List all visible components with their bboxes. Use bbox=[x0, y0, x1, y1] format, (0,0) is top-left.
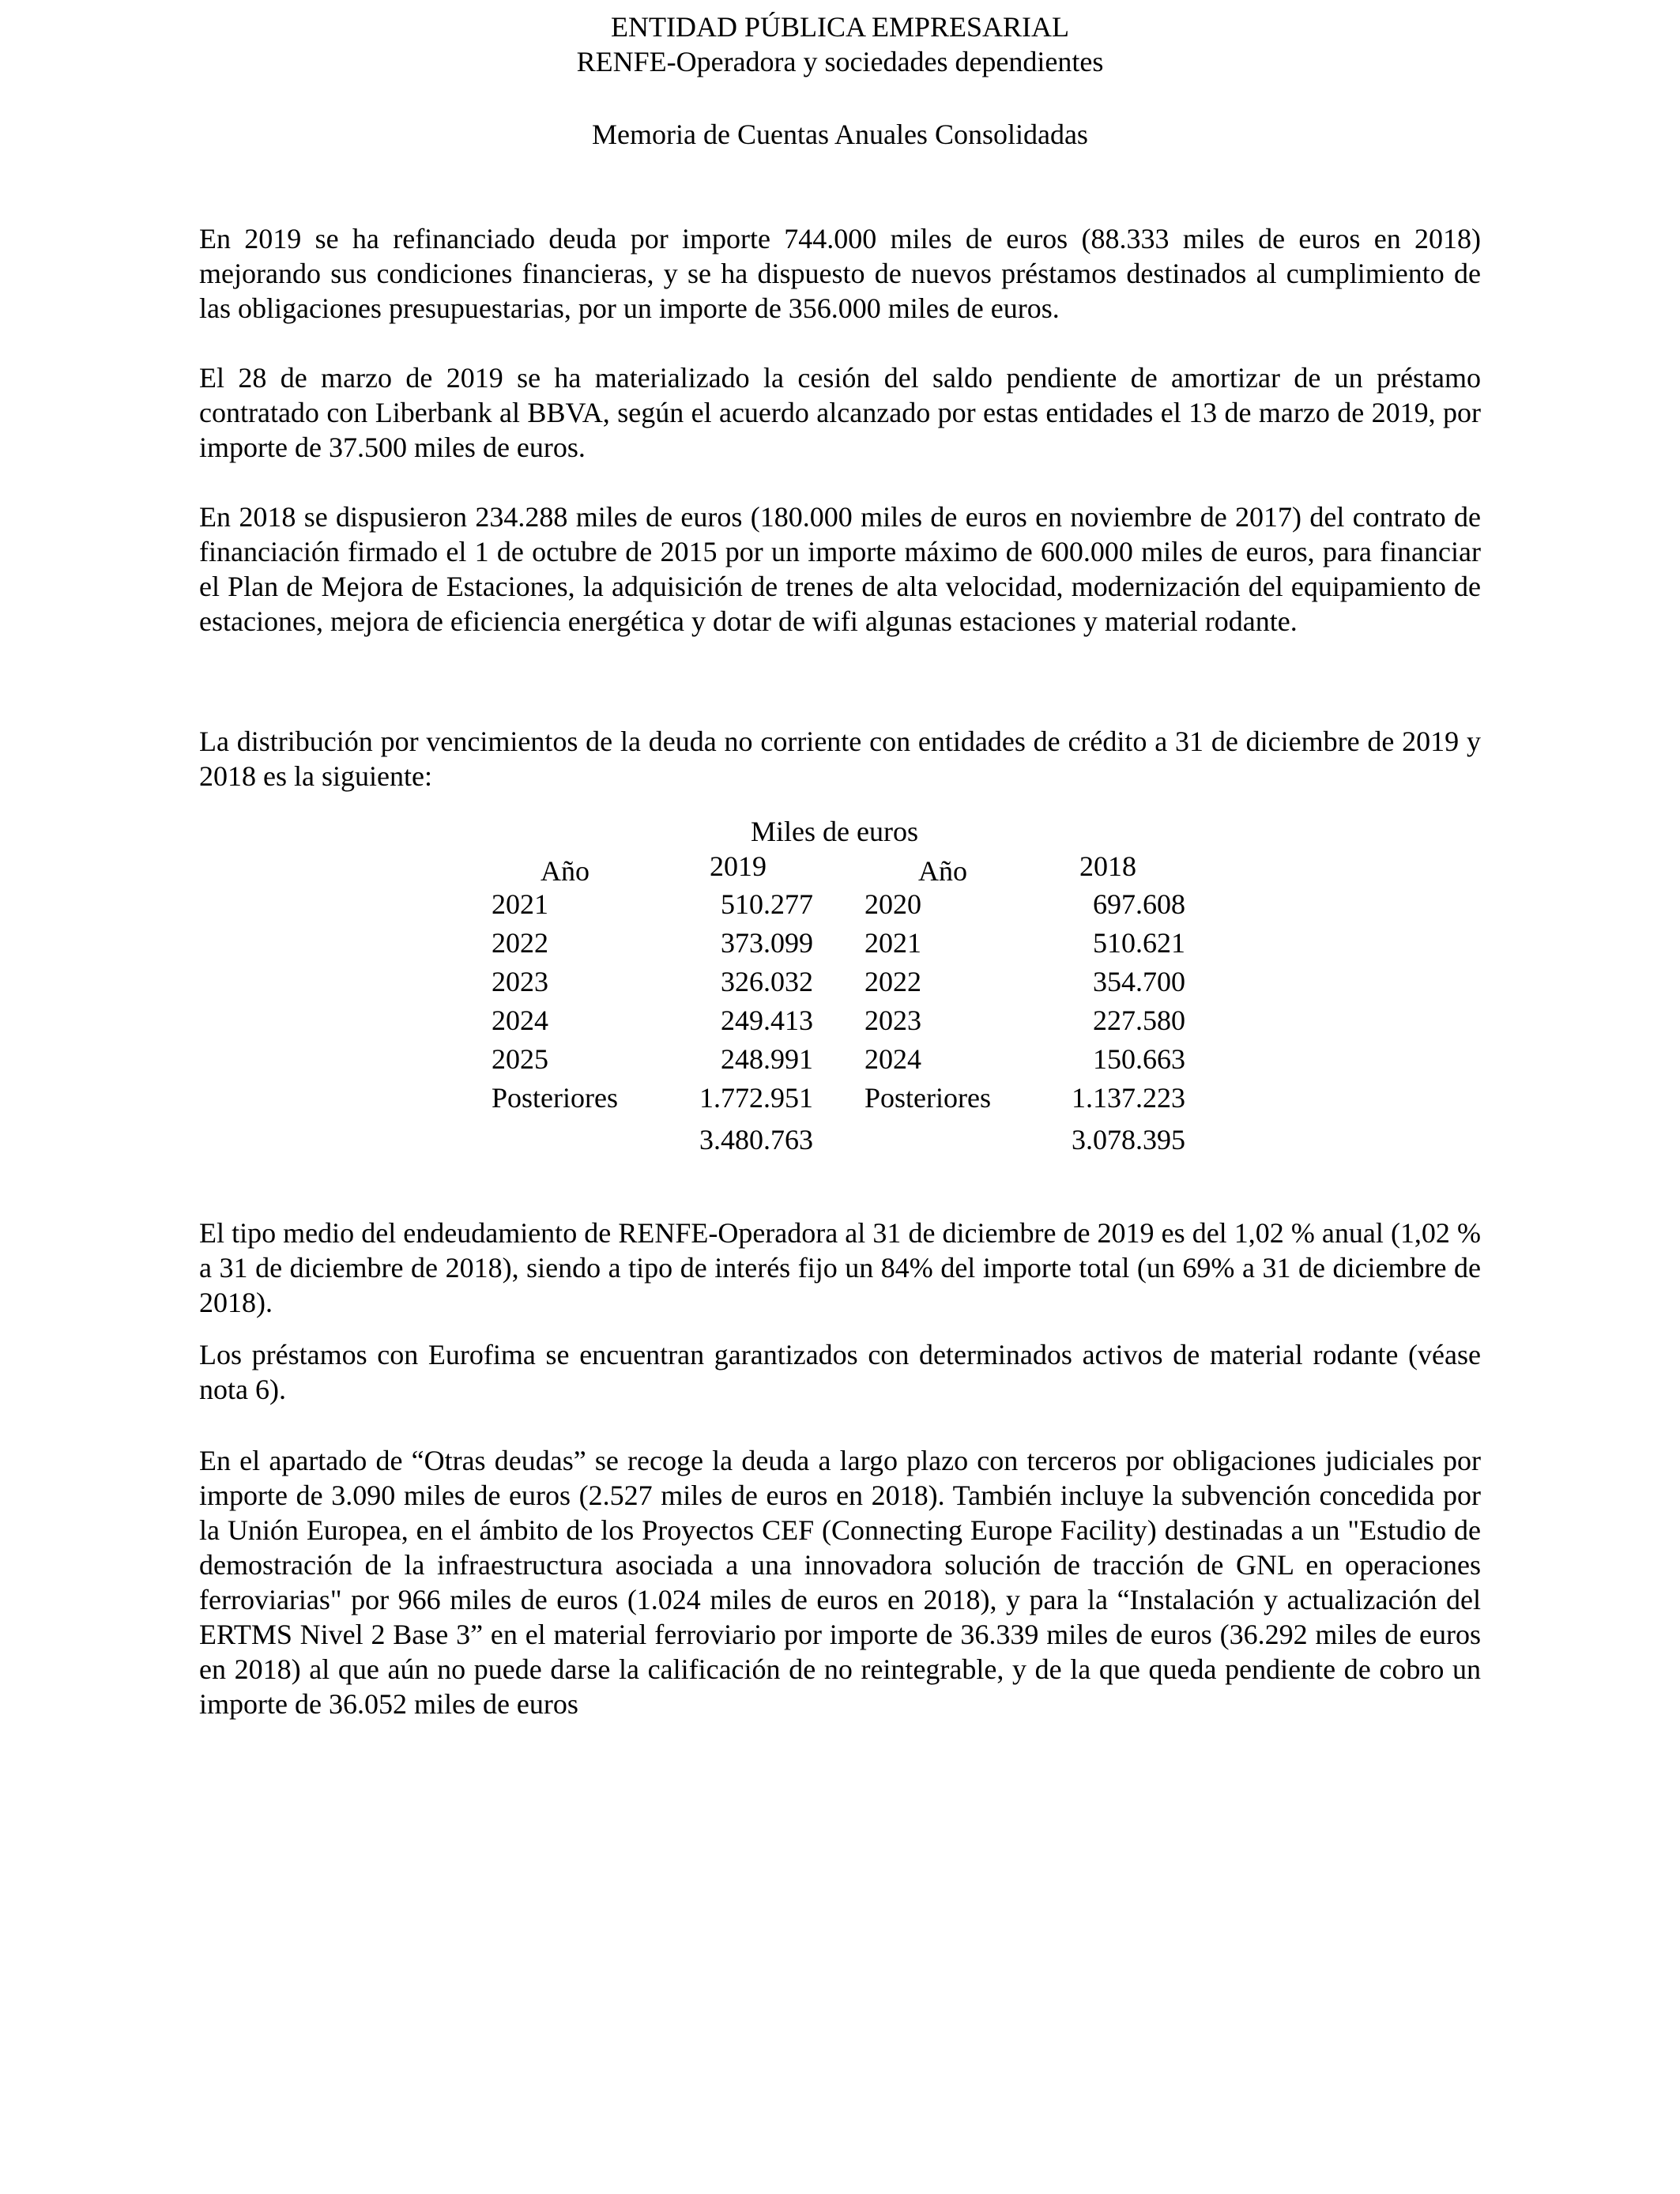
table-header-year-2018: Año bbox=[918, 855, 967, 887]
table-row-2019-year: 2022 bbox=[492, 927, 548, 959]
table-row-2018-amount: 510.621 bbox=[1093, 927, 1185, 959]
header-document-title: Memoria de Cuentas Anuales Consolidadas bbox=[592, 119, 1088, 150]
paragraph-eurofima: Los préstamos con Eurofima se encuentran garantizados con determinados activos de material rodante (véase nota 6). bbox=[199, 1339, 1481, 1405]
table-row-2019-year: 2021 bbox=[492, 888, 548, 920]
table-row-2018-amount: 1.137.223 bbox=[1072, 1082, 1185, 1114]
table-row-2018-year: 2020 bbox=[864, 888, 921, 920]
table-row-2018-amount: 150.663 bbox=[1093, 1043, 1185, 1075]
table-caption: Miles de euros bbox=[751, 816, 918, 847]
table-header-2019: 2019 bbox=[710, 850, 767, 882]
table-row-2018-year: Posteriores bbox=[864, 1082, 991, 1114]
table-total-2019: 3.480.763 bbox=[699, 1124, 813, 1155]
header-company: RENFE-Operadora y sociedades dependientes bbox=[576, 46, 1104, 77]
table-row-2019-amount: 249.413 bbox=[721, 1005, 813, 1036]
table-row-2019-amount: 510.277 bbox=[721, 888, 813, 920]
table-row-2019-amount: 248.991 bbox=[721, 1043, 813, 1075]
paragraph-maturity-intro: La distribución por vencimientos de la deuda no corriente con entidades de crédito a 31 de diciembre de 2019 y 2018 es la siguiente: bbox=[199, 726, 1481, 792]
table-row-2018-year: 2023 bbox=[864, 1005, 921, 1036]
paragraph-refinancing: En 2019 se ha refinanciado deuda por importe 744.000 miles de euros (88.333 miles de euros en 2018) mejorando sus condiciones financieras, y se ha dispuesto de nuevos préstamos destinados al cumplimiento de las obligaciones presupuestarias, por un importe de 356.000 miles de euros. bbox=[199, 223, 1481, 324]
paragraph-financing-contract: En 2018 se dispusieron 234.288 miles de euros (180.000 miles de euros en noviembre de 2017) del contrato de financiación firmado el 1 de octubre de 2015 por un importe máximo de 600.000 miles de euros, para financiar el Plan de Mejora de Estaciones, la adquisición de trenes de alta velocidad, modernización del equipamiento de estaciones, mejora de eficiencia energética y dotar de wifi algunas estaciones y material rodante. bbox=[199, 501, 1481, 637]
table-row-2018-year: 2024 bbox=[864, 1043, 921, 1075]
table-row-2019-year: 2024 bbox=[492, 1005, 548, 1036]
table-row-2018-year: 2022 bbox=[864, 966, 921, 997]
table-row-2019-year: 2025 bbox=[492, 1043, 548, 1075]
table-header-2018: 2018 bbox=[1079, 850, 1136, 882]
table-header-year-2019: Año bbox=[541, 855, 590, 887]
header-entity: ENTIDAD PÚBLICA EMPRESARIAL bbox=[610, 11, 1070, 43]
paragraph-loan-assignment: El 28 de marzo de 2019 se ha materializado la cesión del saldo pendiente de amortizar de un préstamo contratado con Liberbank al BBVA, según el acuerdo alcanzado por estas entidades el 13 de marzo de 2019, por importe de 37.500 miles de euros. bbox=[199, 362, 1481, 463]
table-total-2018: 3.078.395 bbox=[1072, 1124, 1185, 1155]
table-row-2019-amount: 326.032 bbox=[721, 966, 813, 997]
table-row-2019-amount: 1.772.951 bbox=[699, 1082, 813, 1114]
paragraph-average-rate: El tipo medio del endeudamiento de RENFE-Operadora al 31 de diciembre de 2019 es del 1,02 % anual (1,02 % a 31 de diciembre de 2018), siendo a tipo de interés fijo un 84% del importe total (un 69% a 31 de diciembre de 2018). bbox=[199, 1217, 1481, 1318]
table-row-2018-amount: 354.700 bbox=[1093, 966, 1185, 997]
table-row-2018-year: 2021 bbox=[864, 927, 921, 959]
table-row-2019-year: Posteriores bbox=[492, 1082, 618, 1114]
table-row-2018-amount: 227.580 bbox=[1093, 1005, 1185, 1036]
table-row-2018-amount: 697.608 bbox=[1093, 888, 1185, 920]
table-row-2019-amount: 373.099 bbox=[721, 927, 813, 959]
table-row-2019-year: 2023 bbox=[492, 966, 548, 997]
paragraph-other-debts: En el apartado de “Otras deudas” se recoge la deuda a largo plazo con terceros por obligaciones judiciales por importe de 3.090 miles de euros (2.527 miles de euros en 2018). También incluye la subvención concedida por la Unión Europea, en el ámbito de los Proyectos CEF (Connecting Europe Facility) destinadas a un "Estudio de demostración de la infraestructura asociada a una innovadora solución de tracción de GNL en operaciones ferroviarias" por 966 miles de euros (1.024 miles de euros en 2018), y para la “Instalación y actualización del ERTMS Nivel 2 Base 3” en el material ferroviario por importe de 36.339 miles de euros (36.292 miles de euros en 2018) al que aún no puede darse la calificación de no reintegrable, y de la que queda pendiente de cobro un importe de 36.052 miles de euros bbox=[199, 1445, 1481, 1720]
